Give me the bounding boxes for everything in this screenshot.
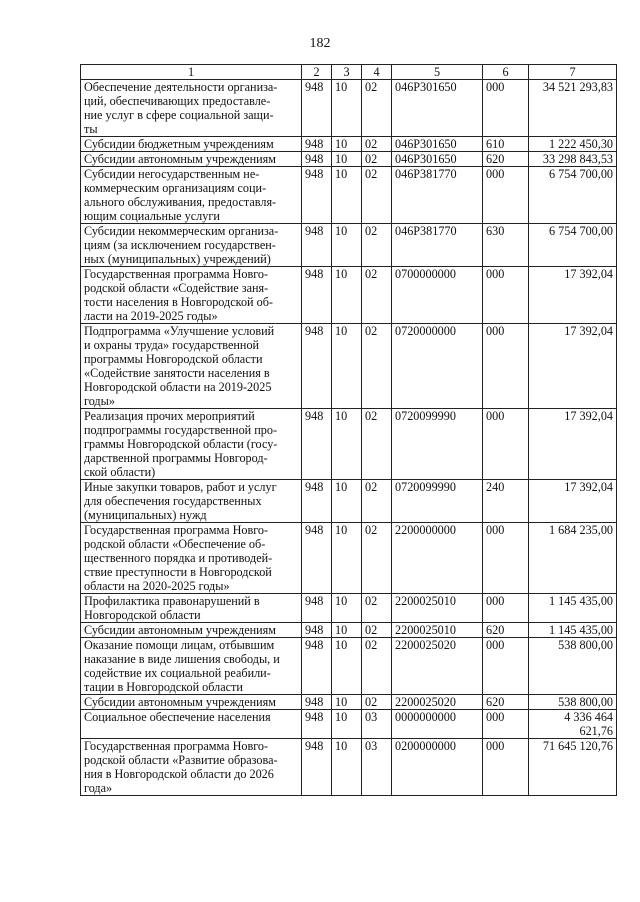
cell-subsection-code: 03 [362, 739, 392, 796]
row-name [81, 224, 302, 267]
cell-section-code: 10 [332, 409, 362, 480]
cell-subsection-code: 03 [362, 710, 392, 739]
row-name-line: Реализация прочих мероприятий [84, 409, 255, 423]
cell-expense-type: 000 [483, 409, 529, 480]
row-name-line: Субсидии некоммерческим организа- [84, 224, 279, 238]
cell-amount: 34 521 293,83 [529, 80, 617, 137]
row-name-line: (муниципальных) нужд [84, 508, 207, 522]
cell-subsection-code: 02 [362, 152, 392, 167]
cell-amount: 1 222 450,30 [529, 137, 617, 152]
row-name-line: дарственной программы Новгород- [84, 451, 268, 465]
budget-table [80, 64, 617, 796]
row-name-line: родской области «Содействие заня- [84, 281, 269, 295]
row-name-line: ласти на 2019-2025 годы» [84, 309, 218, 323]
row-name-line: Субсидии негосударственным не- [84, 167, 260, 181]
row-name [81, 739, 302, 796]
cell-target-article: 2200025020 [392, 695, 483, 710]
row-name-line: тации в Новгородской области [84, 680, 243, 694]
table-row [81, 324, 617, 409]
row-name-line: для обеспечения государственных [84, 494, 262, 508]
cell-amount: 17 392,04 [529, 480, 617, 523]
cell-ministry-code: 948 [302, 594, 332, 623]
cell-subsection-code: 02 [362, 480, 392, 523]
table-row [81, 80, 617, 137]
table-row [81, 152, 617, 167]
cell-target-article: 2200025020 [392, 638, 483, 695]
row-name-line: родской области «Обеспечение об- [84, 537, 266, 551]
row-name [81, 710, 302, 739]
cell-ministry-code: 948 [302, 409, 332, 480]
row-name-line: Государственная программа Новго- [84, 267, 269, 281]
table-row [81, 710, 617, 739]
page-number: 182 [309, 36, 331, 51]
row-name-line: Субсидии автономным учреждениям [84, 695, 276, 709]
table-row [81, 594, 617, 623]
row-name-line: ального обслуживания, предоставля- [84, 195, 277, 209]
row-name [81, 695, 302, 710]
row-name-line: Профилактика правонарушений в [84, 594, 260, 608]
cell-section-code: 10 [332, 480, 362, 523]
row-name-line: Новгородской области на 2019-2025 [84, 380, 272, 394]
table-row [81, 409, 617, 480]
cell-ministry-code: 948 [302, 739, 332, 796]
row-name-line: Оказание помощи лицам, отбывшим [84, 638, 275, 652]
row-name [81, 409, 302, 480]
cell-expense-type: 000 [483, 739, 529, 796]
row-name-line: ты [84, 122, 98, 136]
cell-subsection-code: 02 [362, 594, 392, 623]
cell-section-code: 10 [332, 137, 362, 152]
row-name-line: года» [84, 781, 113, 795]
cell-ministry-code: 948 [302, 167, 332, 224]
column-header: 4 [362, 65, 392, 80]
table-row [81, 638, 617, 695]
cell-section-code: 10 [332, 623, 362, 638]
cell-expense-type: 240 [483, 480, 529, 523]
row-name-line: Субсидии автономным учреждениям [84, 623, 276, 637]
cell-target-article: 046Р301650 [392, 80, 483, 137]
cell-ministry-code: 948 [302, 137, 332, 152]
row-name-line: ющим социальные услуги [84, 209, 220, 223]
row-name-line: Обеспечение деятельности организа- [84, 80, 278, 94]
cell-amount: 6 754 700,00 [529, 224, 617, 267]
cell-subsection-code: 02 [362, 80, 392, 137]
cell-ministry-code: 948 [302, 224, 332, 267]
row-name-line: Подпрограмма «Улучшение условий [84, 324, 275, 338]
cell-amount: 1 145 435,00 [529, 623, 617, 638]
cell-amount: 71 645 120,76 [529, 739, 617, 796]
column-header: 6 [483, 65, 529, 80]
cell-target-article: 0000000000 [392, 710, 483, 739]
cell-subsection-code: 02 [362, 638, 392, 695]
cell-expense-type: 000 [483, 80, 529, 137]
cell-subsection-code: 02 [362, 324, 392, 409]
header-row [81, 65, 617, 80]
table-row [81, 623, 617, 638]
cell-section-code: 10 [332, 594, 362, 623]
cell-ministry-code: 948 [302, 523, 332, 594]
table-row [81, 137, 617, 152]
cell-section-code: 10 [332, 224, 362, 267]
cell-target-article: 0720000000 [392, 324, 483, 409]
row-name [81, 638, 302, 695]
cell-amount: 538 800,00 [529, 695, 617, 710]
cell-amount: 17 392,04 [529, 324, 617, 409]
row-name [81, 594, 302, 623]
table-row [81, 523, 617, 594]
table-row [81, 267, 617, 324]
cell-subsection-code: 02 [362, 137, 392, 152]
cell-target-article: 0720099990 [392, 409, 483, 480]
cell-section-code: 10 [332, 267, 362, 324]
cell-amount: 6 754 700,00 [529, 167, 617, 224]
cell-section-code: 10 [332, 710, 362, 739]
cell-amount: 1 145 435,00 [529, 594, 617, 623]
table-row [81, 695, 617, 710]
cell-ministry-code: 948 [302, 638, 332, 695]
cell-section-code: 10 [332, 695, 362, 710]
row-name-line: программы Новгородской области [84, 352, 263, 366]
row-name-line: ния в Новгородской области до 2026 [84, 767, 274, 781]
column-header: 5 [392, 65, 483, 80]
row-name-line: ствие преступности в Новгородской [84, 565, 272, 579]
row-name-line: и охраны труда» государственной [84, 338, 260, 352]
cell-ministry-code: 948 [302, 267, 332, 324]
cell-subsection-code: 02 [362, 409, 392, 480]
cell-section-code: 10 [332, 152, 362, 167]
row-name-line: родской области «Развитие образова- [84, 753, 278, 767]
cell-target-article: 046Р301650 [392, 137, 483, 152]
cell-amount: 17 392,04 [529, 267, 617, 324]
cell-ministry-code: 948 [302, 710, 332, 739]
cell-ministry-code: 948 [302, 480, 332, 523]
row-name [81, 480, 302, 523]
cell-target-article: 046Р381770 [392, 224, 483, 267]
row-name-line: содействие их социальной реабили- [84, 666, 271, 680]
row-name-line: Государственная программа Новго- [84, 523, 269, 537]
cell-section-code: 10 [332, 324, 362, 409]
row-name-line: коммерческим организациям соци- [84, 181, 267, 195]
row-name-line: Субсидии бюджетным учреждениям [84, 137, 274, 151]
cell-ministry-code: 948 [302, 695, 332, 710]
cell-expense-type: 620 [483, 695, 529, 710]
cell-expense-type: 630 [483, 224, 529, 267]
cell-section-code: 10 [332, 80, 362, 137]
cell-subsection-code: 02 [362, 167, 392, 224]
cell-subsection-code: 02 [362, 695, 392, 710]
cell-subsection-code: 02 [362, 267, 392, 324]
cell-section-code: 10 [332, 523, 362, 594]
row-name-line: Социальное обеспечение населения [84, 710, 271, 724]
row-name [81, 80, 302, 137]
cell-amount: 17 392,04 [529, 409, 617, 480]
cell-expense-type: 620 [483, 152, 529, 167]
row-name-line: «Содействие занятости населения в [84, 366, 270, 380]
row-name-line: ций, обеспечивающих предоставле- [84, 94, 271, 108]
cell-expense-type: 000 [483, 167, 529, 224]
cell-amount: 538 800,00 [529, 638, 617, 695]
column-header: 1 [81, 65, 302, 80]
row-name [81, 137, 302, 152]
row-name-line: циям (за исключением государствен- [84, 238, 276, 252]
row-name-line: наказание в виде лишения свободы, и [84, 652, 280, 666]
cell-ministry-code: 948 [302, 80, 332, 137]
row-name [81, 623, 302, 638]
cell-section-code: 10 [332, 739, 362, 796]
cell-expense-type: 000 [483, 267, 529, 324]
row-name-line: области на 2020-2025 годы» [84, 579, 230, 593]
row-name [81, 167, 302, 224]
cell-section-code: 10 [332, 638, 362, 695]
cell-target-article: 046Р301650 [392, 152, 483, 167]
cell-expense-type: 000 [483, 638, 529, 695]
row-name-line: ской области) [84, 465, 156, 479]
row-name [81, 523, 302, 594]
cell-target-article: 0700000000 [392, 267, 483, 324]
cell-target-article: 0720099990 [392, 480, 483, 523]
column-header: 7 [529, 65, 617, 80]
row-name-line: граммы Новгородской области (госу- [84, 437, 278, 451]
row-name-line: годы» [84, 394, 115, 408]
table-row [81, 167, 617, 224]
cell-ministry-code: 948 [302, 324, 332, 409]
cell-expense-type: 620 [483, 623, 529, 638]
cell-ministry-code: 948 [302, 152, 332, 167]
table-row [81, 224, 617, 267]
cell-expense-type: 000 [483, 523, 529, 594]
cell-expense-type: 000 [483, 710, 529, 739]
row-name-line: Государственная программа Новго- [84, 739, 269, 753]
cell-target-article: 2200000000 [392, 523, 483, 594]
cell-subsection-code: 02 [362, 623, 392, 638]
cell-target-article: 046Р381770 [392, 167, 483, 224]
row-name-line: Иные закупки товаров, работ и услуг [84, 480, 277, 494]
row-name-line: Новгородской области [84, 608, 201, 622]
column-header: 3 [332, 65, 362, 80]
cell-subsection-code: 02 [362, 224, 392, 267]
row-name-line: Субсидии автономным учреждениям [84, 152, 276, 166]
cell-amount: 1 684 235,00 [529, 523, 617, 594]
cell-expense-type: 610 [483, 137, 529, 152]
row-name-line: ных (муниципальных) учреждений) [84, 252, 271, 266]
cell-subsection-code: 02 [362, 523, 392, 594]
row-name-line: тости населения в Новгородской об- [84, 295, 273, 309]
row-name-line: ние услуг в сфере социальной защи- [84, 108, 274, 122]
table-body [81, 80, 617, 796]
cell-ministry-code: 948 [302, 623, 332, 638]
row-name [81, 267, 302, 324]
column-header: 2 [302, 65, 332, 80]
cell-expense-type: 000 [483, 324, 529, 409]
table-row [81, 480, 617, 523]
cell-amount: 33 298 843,53 [529, 152, 617, 167]
row-name-line: подпрограммы государственной про- [84, 423, 278, 437]
table-row [81, 739, 617, 796]
cell-section-code: 10 [332, 167, 362, 224]
cell-target-article: 2200025010 [392, 623, 483, 638]
cell-target-article: 0200000000 [392, 739, 483, 796]
row-name [81, 324, 302, 409]
row-name [81, 152, 302, 167]
cell-amount: 4 336 464 621,76 [529, 710, 617, 739]
cell-expense-type: 000 [483, 594, 529, 623]
cell-target-article: 2200025010 [392, 594, 483, 623]
row-name-line: щественного порядка и противодей- [84, 551, 273, 565]
